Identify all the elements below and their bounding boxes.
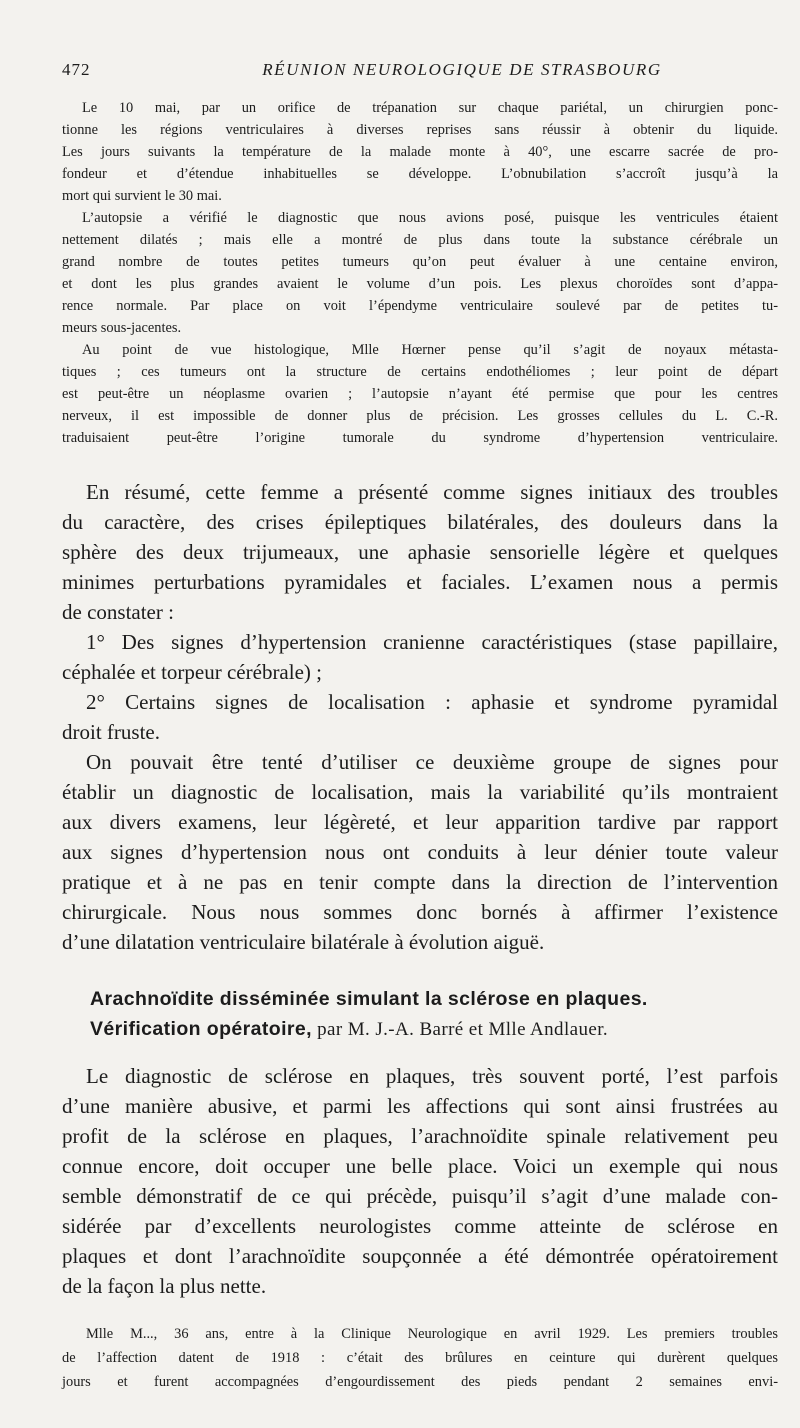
section-subtitle-text: Vérification opératoire,	[90, 1018, 312, 1040]
case-notes-line: fondeur et d’étendue inhabituelles se développe. L’obnubilation s’accroît jusqu’à la	[62, 166, 778, 182]
case-notes-line: rence normale. Par place on voit l’épendyme ventriculaire soulevé par de petites tu-	[62, 298, 778, 314]
summary-line: On pouvait être tenté d’utiliser ce deuxième groupe de signes pour	[86, 750, 778, 774]
summary-line: de constater :	[62, 600, 174, 624]
summary-line: aux divers examens, leur légèreté, et leur apparition tardive par rapport	[62, 810, 778, 834]
page-header	[62, 60, 752, 88]
intro-line: Le diagnostic de sclérose en plaques, très souvent porté, l’est parfois	[86, 1064, 778, 1088]
summary-line: aux signes d’hypertension nous ont conduits à leur dénier toute valeur	[62, 840, 778, 864]
intro-line: connue encore, doit occuper une belle place. Voici un exemple qui nous	[62, 1154, 778, 1178]
summary-line: 2° Certains signes de localisation : aphasie et syndrome pyramidal	[86, 690, 778, 714]
case-notes-line: nettement dilatés ; mais elle a montré de plus dans toute la substance cérébrale un	[62, 232, 778, 248]
case-notes-line: tionne les régions ventriculaires à diverses reprises sans réussir à obtenir du liquide.	[62, 122, 778, 138]
summary-line: du caractère, des crises épileptiques bilatérales, des douleurs dans la	[62, 510, 778, 534]
case-notes-line: meurs sous-jacentes.	[62, 320, 182, 336]
case-notes-line: tiques ; ces tumeurs ont la structure de certains endothéliomes ; leur point de départ	[62, 364, 778, 380]
summary-line: d’une dilatation ventriculaire bilatérale à évolution aiguë.	[62, 930, 545, 954]
case-notes-line: traduisaient peut-être l’origine tumorale du syndrome d’hypertension ventriculaire.	[62, 430, 778, 446]
case-start-line: jours et furent accompagnées d’engourdissement des pieds pendant 2 semaines envi-	[62, 1374, 778, 1390]
case-notes-line: nerveux, il est impossible de donner plus de précision. Les grosses cellules du L. C.-R.	[62, 408, 778, 424]
summary-line: droit fruste.	[62, 720, 160, 744]
summary-line: établir un diagnostic de localisation, mais la variabilité qu’ils montraient	[62, 780, 778, 804]
summary-line: 1° Des signes d’hypertension cranienne caractéristiques (stase papillaire,	[86, 630, 778, 654]
case-notes-line: Les jours suivants la température de la malade monte à 40°, une escarre sacrée de pro-	[62, 144, 778, 160]
page-number: 472	[62, 60, 91, 79]
case-start-line: Mlle M..., 36 ans, entre à la Clinique Neurologique en avril 1929. Les premiers troubles	[86, 1326, 778, 1342]
case-start-line: de l’affection datent de 1918 : c’était des brûlures en ceinture qui durèrent quelques	[62, 1350, 778, 1366]
summary-line: pratique et à ne pas en tenir compte dans la direction de l’intervention	[62, 870, 778, 894]
intro-line: de la façon la plus nette.	[62, 1274, 267, 1298]
intro-line: plaques et dont l’arachnoïdite soupçonnée a été démontrée opératoirement	[62, 1244, 778, 1268]
intro-line: profit de la sclérose en plaques, l’arachnoïdite spinale relativement peu	[62, 1124, 778, 1148]
case-notes-line: grand nombre de toutes petites tumeurs qu’on peut évaluer à une centaine environ,	[62, 254, 778, 270]
summary-line: minimes perturbations pyramidales et faciales. L’examen nous a permis	[62, 570, 778, 594]
summary-line: chirurgicale. Nous nous sommes donc bornés à affirmer l’existence	[62, 900, 778, 924]
intro-line: semble démonstratif de ce qui précède, puisqu’il s’agit d’une malade con-	[62, 1184, 778, 1208]
running-head: RÉUNION NEUROLOGIQUE DE STRASBOURG	[262, 60, 662, 79]
summary-line: céphalée et torpeur cérébrale) ;	[62, 660, 322, 684]
summary-line: sphère des deux trijumeaux, une aphasie sensorielle légère et quelques	[62, 540, 778, 564]
case-notes-line: Au point de vue histologique, Mlle Hœrner pense qu’il s’agit de noyaux métasta-	[82, 342, 778, 358]
case-notes-line: et dont les plus grandes avaient le volume d’un pois. Les plexus choroïdes sont d’appa-	[62, 276, 778, 292]
case-notes-line: Le 10 mai, par un orifice de trépanation sur chaque pariétal, un chirurgien ponc-	[82, 100, 778, 116]
summary-line: En résumé, cette femme a présenté comme signes initiaux des troubles	[86, 480, 778, 504]
intro-line: d’une manière abusive, et parmi les affections qui sont ainsi frustrées au	[62, 1094, 778, 1118]
intro-line: sidérée par d’excellents neurologistes comme atteinte de sclérose en	[62, 1214, 778, 1238]
case-notes-line: mort qui survient le 30 mai.	[62, 188, 222, 204]
case-notes-line: est peut-être un néoplasme ovarien ; l’autopsie n’ayant été permise que pour les centres	[62, 386, 778, 402]
section-authors: par M. J.-A. Barré et Mlle Andlauer.	[312, 1019, 609, 1040]
section-subtitle	[90, 1018, 770, 1041]
section-title: Arachnoïdite disséminée simulant la sclérose en plaques.	[90, 988, 648, 1010]
case-notes-line: L’autopsie a vérifié le diagnostic que nous avions posé, puisque les ventricules étaient	[82, 210, 778, 226]
